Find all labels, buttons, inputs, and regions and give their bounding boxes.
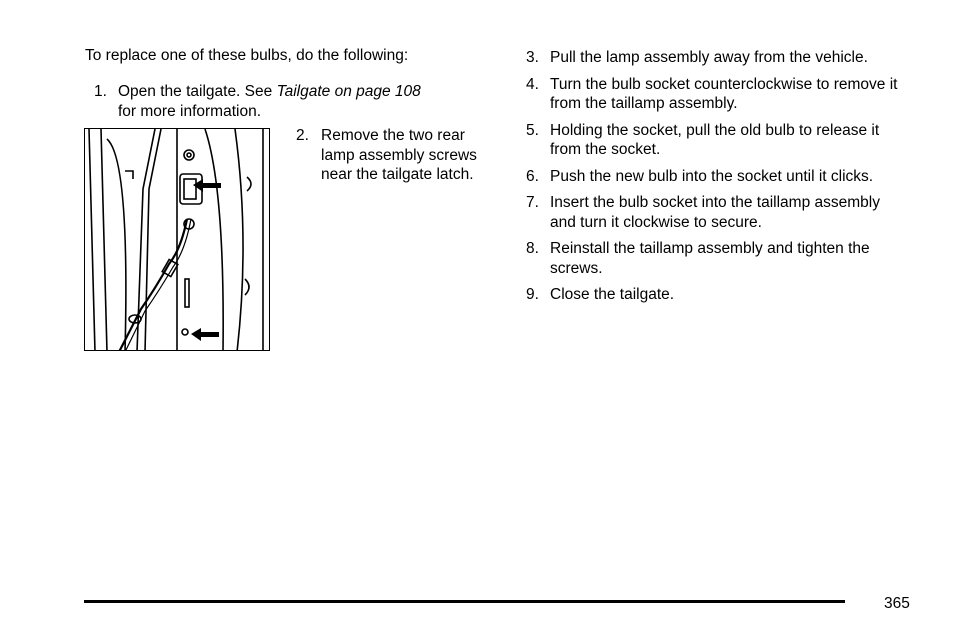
taillamp-diagram-svg xyxy=(85,129,270,351)
lower-screw xyxy=(182,329,188,335)
step-2 xyxy=(296,126,496,185)
step-2-text: Remove the two rear lamp assembly screws near the tailgate latch. xyxy=(321,127,477,183)
footer-rule xyxy=(84,600,845,603)
side-clip-top xyxy=(247,177,251,191)
step-text: Holding the socket, pull the old bulb to release it from the socket. xyxy=(550,121,880,158)
lamp-housing-left-inner xyxy=(145,129,161,351)
list-item xyxy=(526,121,906,160)
body-panel-right xyxy=(235,129,243,351)
step-2-number: 2. xyxy=(296,127,309,144)
intro-text: To replace one of these bulbs, do the following: xyxy=(85,47,409,64)
list-item xyxy=(526,193,906,232)
step-number: 3. xyxy=(526,49,539,66)
step-1-number: 1. xyxy=(94,83,107,100)
tailgate-reference-link[interactable]: Tailgate on page 108 xyxy=(276,83,421,100)
step-number: 6. xyxy=(526,167,539,185)
step-text: Insert the bulb socket into the taillamp assembly and turn it clockwise to secure. xyxy=(550,194,880,231)
step-number: 9. xyxy=(526,286,539,303)
side-clip-bottom xyxy=(245,279,249,295)
latch-bracket-inner xyxy=(184,179,196,199)
list-item xyxy=(526,285,906,305)
page-number: 365 xyxy=(884,595,910,612)
step-1-text: Open the tailgate. See xyxy=(118,83,277,100)
upper-screw xyxy=(184,150,194,160)
upper-screw-head xyxy=(187,153,191,157)
step-text: Push the new bulb into the socket until it clicks. xyxy=(550,167,874,185)
step-number: 8. xyxy=(526,240,539,257)
step-number: 4. xyxy=(526,75,539,93)
lamp-slot xyxy=(185,279,189,307)
step-number: 5. xyxy=(526,121,539,139)
step-text: Close the tailgate. xyxy=(550,286,675,303)
tailgate-panel-curve xyxy=(107,139,126,351)
step-1-continuation: for more information. xyxy=(118,102,261,120)
list-item xyxy=(526,75,906,114)
lower-arrow xyxy=(191,328,219,341)
small-bracket xyxy=(125,171,133,179)
step-text: Reinstall the taillamp assembly and tighten the screws. xyxy=(550,240,870,277)
list-item xyxy=(526,239,906,278)
steps-right-column xyxy=(526,48,906,312)
tailgate-inner-edge xyxy=(101,129,107,351)
tailgate-edge xyxy=(89,129,95,351)
list-item xyxy=(526,48,906,68)
lamp-housing-right xyxy=(205,129,223,351)
step-text: Turn the bulb socket counterclockwise to remove it from the taillamp assembly. xyxy=(550,75,898,112)
step-1 xyxy=(94,82,484,121)
step-number: 7. xyxy=(526,194,539,211)
list-item xyxy=(526,167,906,187)
step-text: Pull the lamp assembly away from the vehicle. xyxy=(550,49,868,66)
taillamp-illustration xyxy=(84,128,270,351)
